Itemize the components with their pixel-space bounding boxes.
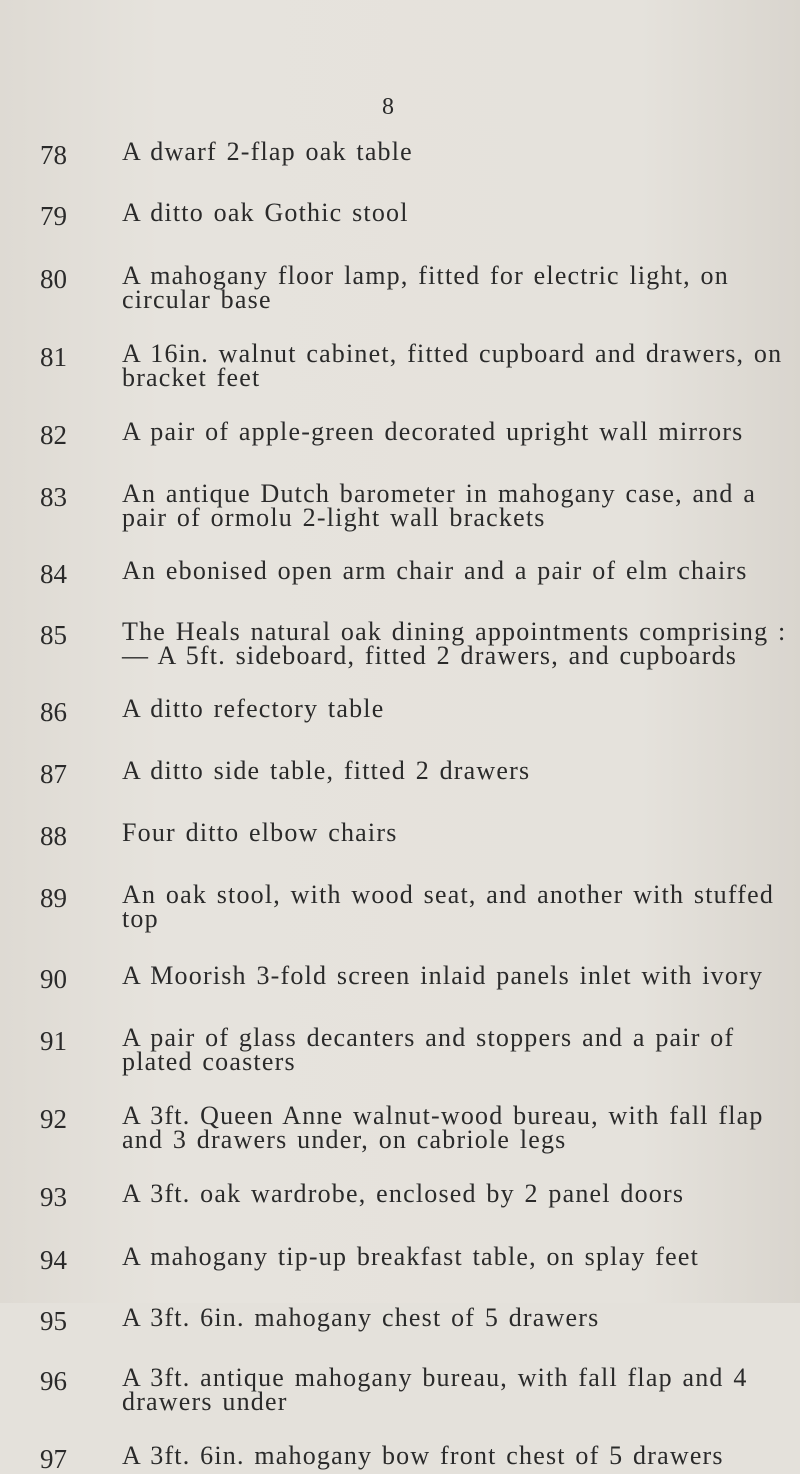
- lot-description: A pair of apple-green decorated upright wall mirrors: [122, 417, 744, 446]
- lot-number: 87: [40, 759, 67, 789]
- lot-description: A Moorish 3-fold screen inlaid panels inlet with ivory: [122, 961, 764, 990]
- lot-description: A 16in. walnut cabinet, fitted cupboard and drawers, on bracket feet: [122, 339, 783, 392]
- lot-item: [0, 339, 800, 392]
- lot-item: [0, 1179, 800, 1212]
- lot-item: [0, 617, 800, 670]
- lot-description: A 3ft. antique mahogany bureau, with fall flap and 4 drawers under: [122, 1363, 748, 1416]
- lot-description: A mahogany floor lamp, fitted for electric light, on circular base: [122, 261, 729, 314]
- lot-number: 80: [40, 264, 67, 294]
- lot-number: 94: [40, 1245, 67, 1275]
- lot-list: [0, 137, 800, 1474]
- lot-item: [0, 1441, 800, 1474]
- lot-number: 97: [40, 1444, 67, 1474]
- lot-description: A dwarf 2-flap oak table: [122, 137, 413, 166]
- lot-number: 95: [40, 1306, 67, 1336]
- lot-number: 89: [40, 883, 67, 913]
- lot-description: A ditto side table, fitted 2 drawers: [122, 756, 531, 785]
- lot-number: 83: [40, 482, 67, 512]
- lot-description: A pair of glass decanters and stoppers and a pair of plated coasters: [122, 1023, 735, 1076]
- lot-description: The Heals natural oak dining appointments comprising :— A 5ft. sideboard, fitted 2 drawers, and cupboards: [122, 617, 787, 670]
- lot-description: A 3ft. Queen Anne walnut-wood bureau, with fall flap and 3 drawers under, on cabriole legs: [122, 1101, 764, 1154]
- lot-item: [0, 556, 800, 589]
- lot-description: Four ditto elbow chairs: [122, 818, 398, 847]
- lot-item: [0, 880, 800, 933]
- lot-number: 92: [40, 1104, 67, 1134]
- lot-number: 79: [40, 201, 67, 231]
- lot-description: A mahogany tip-up breakfast table, on splay feet: [122, 1242, 700, 1271]
- lot-item: [0, 1023, 800, 1076]
- lot-item: [0, 961, 800, 994]
- lot-number: 91: [40, 1026, 67, 1056]
- lot-item: [0, 417, 800, 450]
- lot-description: A 3ft. 6in. mahogany bow front chest of 5 drawers: [122, 1441, 724, 1470]
- lot-item: [0, 1363, 800, 1416]
- lot-item: [0, 479, 800, 532]
- lot-number: 84: [40, 559, 67, 589]
- lot-description: A 3ft. oak wardrobe, enclosed by 2 panel doors: [122, 1179, 685, 1208]
- page-number: 8: [382, 94, 395, 120]
- lot-number: 81: [40, 342, 67, 372]
- lot-item: [0, 1101, 800, 1154]
- lot-item: [0, 756, 800, 789]
- lot-description: A ditto refectory table: [122, 694, 385, 723]
- lot-item: [0, 818, 800, 851]
- lot-description: An antique Dutch barometer in mahogany case, and a pair of ormolu 2-light wall brackets: [122, 479, 757, 532]
- lot-description: A 3ft. 6in. mahogany chest of 5 drawers: [122, 1303, 600, 1332]
- lot-description: A ditto oak Gothic stool: [122, 198, 409, 227]
- lot-number: 90: [40, 964, 67, 994]
- lot-description: An ebonised open arm chair and a pair of elm chairs: [122, 556, 748, 585]
- lot-number: 88: [40, 821, 67, 851]
- lot-description: An oak stool, with wood seat, and another with stuffed top: [122, 880, 775, 933]
- lot-item: [0, 198, 800, 231]
- lot-item: [0, 694, 800, 727]
- lot-number: 85: [40, 620, 67, 650]
- lot-item: [0, 1242, 800, 1275]
- lot-number: 96: [40, 1366, 67, 1396]
- lot-item: [0, 137, 800, 170]
- lot-number: 82: [40, 420, 67, 450]
- lot-number: 93: [40, 1182, 67, 1212]
- lot-number: 78: [40, 140, 67, 170]
- lot-item: [0, 1303, 800, 1336]
- lot-number: 86: [40, 697, 67, 727]
- lot-item: [0, 261, 800, 314]
